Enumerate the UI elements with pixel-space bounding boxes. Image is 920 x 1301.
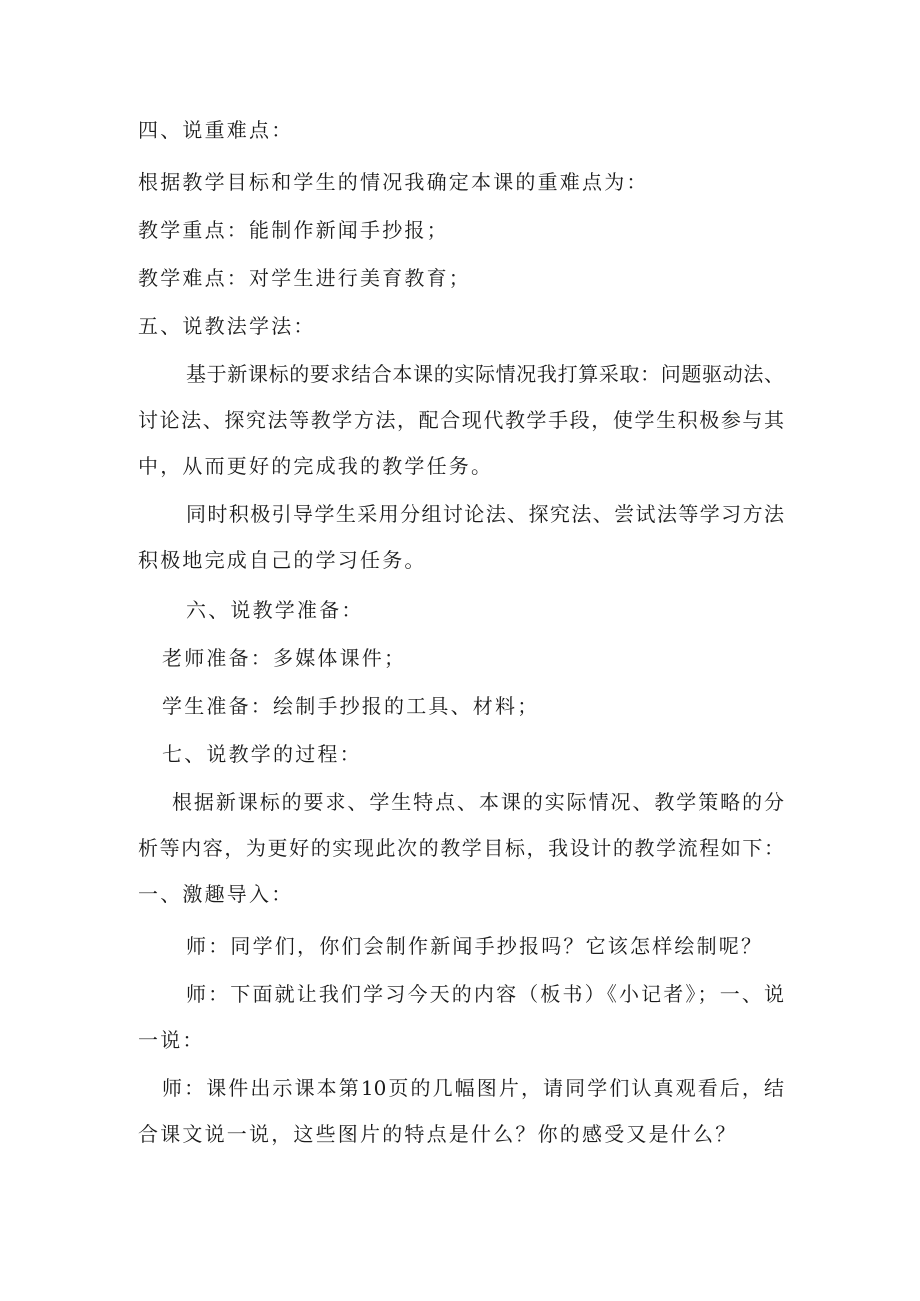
paragraph-line: 学生准备：绘制手抄报的工具、材料； bbox=[162, 694, 540, 718]
dialogue-line: 一说： bbox=[138, 1028, 205, 1052]
paragraph-line: 积极地完成自己的学习任务。 bbox=[138, 548, 427, 572]
dialogue-line: 师：课件出示课本第10页的几幅图片，请同学们认真观看后，结 bbox=[162, 1076, 784, 1100]
section-heading-intro: 一、激趣导入： bbox=[138, 882, 294, 906]
paragraph-line: 同时积极引导学生采用分组讨论法、探究法、尝试法等学习方法 bbox=[186, 502, 784, 526]
dialogue-line: 师：同学们，你们会制作新闻手抄报吗？它该怎样绘制呢？ bbox=[186, 934, 764, 958]
paragraph-line: 教学重点：能制作新闻手抄报； bbox=[138, 218, 449, 242]
paragraph-line: 基于新课标的要求结合本课的实际情况我打算采取：问题驱动法、 bbox=[186, 362, 784, 386]
paragraph-line: 析等内容，为更好的实现此次的教学目标，我设计的教学流程如下： bbox=[138, 836, 784, 860]
section-heading-methods: 五、说教法学法： bbox=[138, 314, 316, 338]
section-heading-preparation: 六、说教学准备： bbox=[186, 598, 364, 622]
paragraph-line: 根据教学目标和学生的情况我确定本课的重难点为： bbox=[138, 170, 649, 194]
paragraph-line: 老师准备：多媒体课件； bbox=[162, 646, 407, 670]
dialogue-line: 师：下面就让我们学习今天的内容（板书）《小记者》；一、说 bbox=[186, 982, 784, 1006]
section-heading-key-points: 四、说重难点： bbox=[138, 118, 294, 142]
paragraph-line: 根据新课标的要求、学生特点、本课的实际情况、教学策略的分 bbox=[172, 790, 784, 814]
dialogue-line: 合课文说一说，这些图片的特点是什么？你的感受又是什么？ bbox=[138, 1122, 738, 1146]
paragraph-line: 教学难点：对学生进行美育教育； bbox=[138, 266, 471, 290]
section-heading-process: 七、说教学的过程： bbox=[162, 742, 362, 766]
paragraph-line: 中，从而更好的完成我的教学任务。 bbox=[138, 454, 494, 478]
paragraph-line: 讨论法、探究法等教学方法，配合现代教学手段，使学生积极参与其 bbox=[138, 408, 784, 432]
